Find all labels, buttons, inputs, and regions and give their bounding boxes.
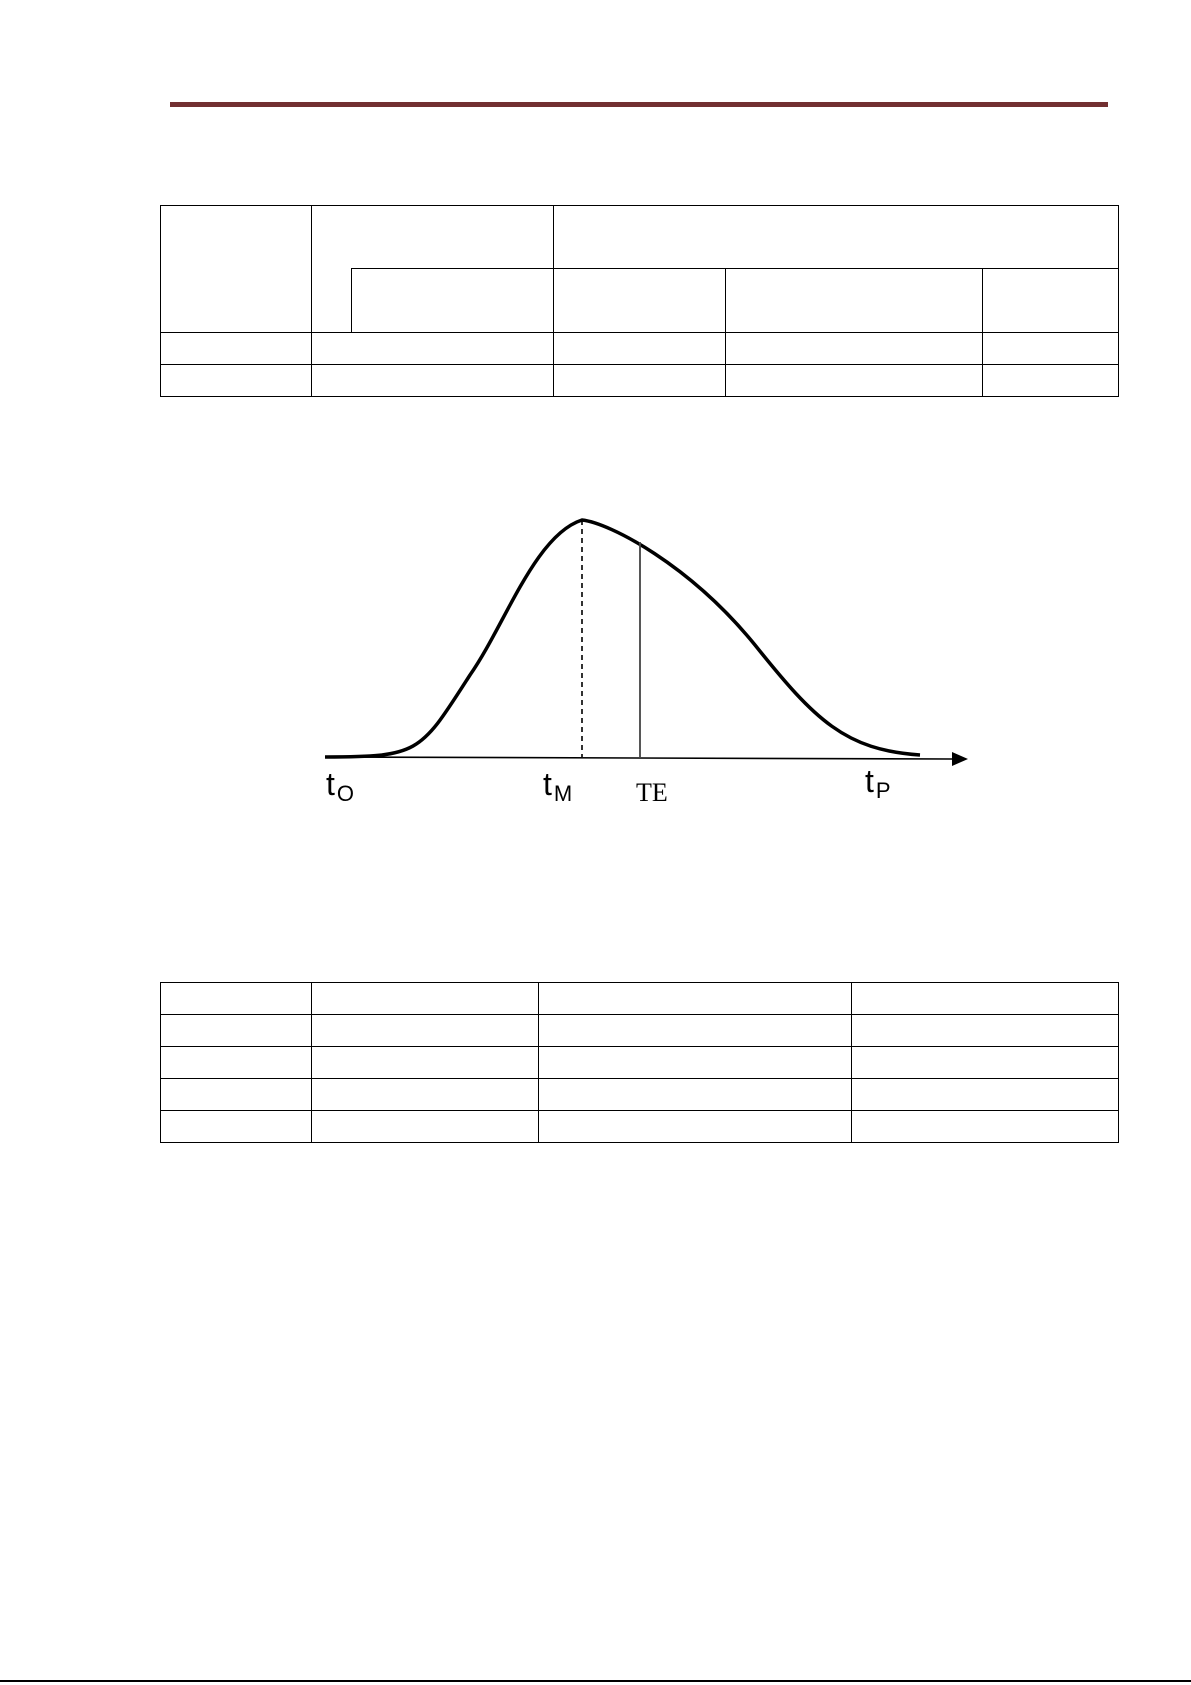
table-cell <box>312 365 554 397</box>
table-row <box>161 1015 1119 1047</box>
table-cell <box>161 1111 312 1143</box>
header-rule <box>170 102 1108 107</box>
t-m-label: tM <box>543 766 573 805</box>
table-cell <box>539 983 852 1015</box>
table-cell <box>312 1015 539 1047</box>
table-cell <box>726 333 983 365</box>
table-cell <box>312 1047 539 1079</box>
table-cell <box>539 1047 852 1079</box>
table-cell <box>539 1111 852 1143</box>
table-cell <box>161 1079 312 1111</box>
distribution-curve <box>325 520 920 757</box>
table-cell <box>312 1079 539 1111</box>
table-cell <box>539 1079 852 1111</box>
table-cell <box>161 365 312 397</box>
table-cell <box>161 983 312 1015</box>
table-cell <box>852 1015 1119 1047</box>
t-p-label: tP <box>865 763 891 803</box>
table-cell <box>161 1047 312 1079</box>
table-cell <box>852 1079 1119 1111</box>
table-cell <box>312 269 352 333</box>
table-cell <box>352 269 554 333</box>
table-cell <box>554 333 726 365</box>
table-one <box>160 205 1119 397</box>
beta-distribution-diagram <box>300 505 970 805</box>
table-row <box>161 1079 1119 1111</box>
table-cell <box>852 1111 1119 1143</box>
table-cell <box>161 333 312 365</box>
table-cell <box>983 333 1119 365</box>
table-cell <box>539 1015 852 1047</box>
table-cell <box>312 1111 539 1143</box>
table-cell <box>554 269 726 333</box>
table-row <box>161 333 1119 365</box>
table-cell <box>554 365 726 397</box>
table-cell <box>312 206 554 269</box>
table-cell <box>983 269 1119 333</box>
table-row <box>161 365 1119 397</box>
te-label: TE <box>636 778 668 805</box>
table-cell <box>161 1015 312 1047</box>
table-cell <box>554 206 1119 269</box>
t-o-label: tO <box>326 766 355 805</box>
table-cell <box>312 983 539 1015</box>
axis-arrow-icon <box>952 752 968 766</box>
table-row <box>161 983 1119 1015</box>
table-cell <box>983 365 1119 397</box>
table-cell <box>852 983 1119 1015</box>
table-row <box>161 206 1119 269</box>
table-two <box>160 982 1119 1143</box>
time-axis <box>325 757 952 759</box>
table-row <box>161 1111 1119 1143</box>
table-cell <box>161 206 312 333</box>
table-cell <box>852 1047 1119 1079</box>
footer-rule <box>0 1680 1191 1682</box>
table-cell <box>726 365 983 397</box>
table-cell <box>312 333 554 365</box>
table-row <box>161 1047 1119 1079</box>
table-cell <box>726 269 983 333</box>
